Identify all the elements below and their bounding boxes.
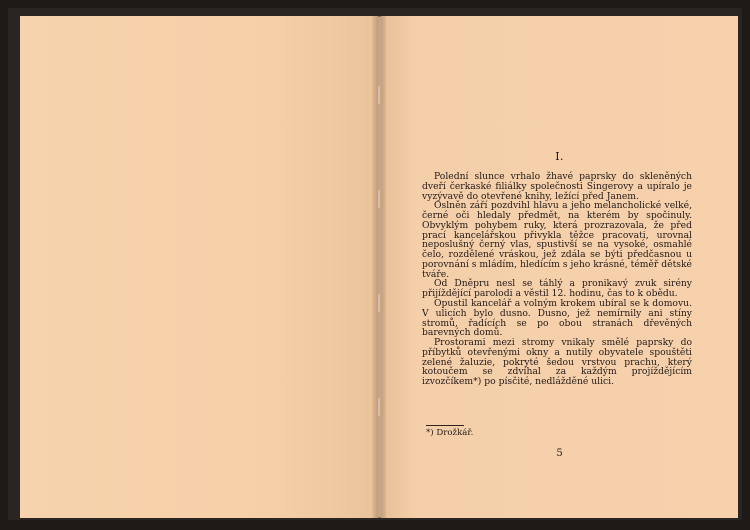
footnote-rule (426, 425, 464, 426)
paragraph-3: Od Dněpru nesl se táhlý a pronikavý zvuk sirény přijíždějící parolodi a věstil 12. hodinu, čas to k obědu. (422, 278, 692, 300)
paragraph-4: Opustil kancelář a volným krokem ubíral se k domovu. V ulicích bylo dusno. Dusno, jež nemírnily ani stíny stromů, řadících se po obou stranách dřevěných barevných domů. (422, 298, 692, 339)
left-page (20, 16, 378, 518)
binding-stitch (378, 86, 380, 104)
binding-stitch (378, 294, 380, 312)
chapter-number: I. (555, 150, 564, 163)
book-spread (20, 16, 738, 518)
binding-stitch (378, 190, 380, 208)
footnote-text: *) Drožkář. (426, 428, 474, 438)
binding-stitch (378, 398, 380, 416)
chapter-text (422, 172, 692, 387)
right-page (381, 16, 738, 518)
paragraph-5: Prostorami mezi stromy vnikaly smělé paprsky do příbytků otevřenými okny a nutily obyvatele spouštěti zelené žaluzie, pokryté šedou vrstvou prachu, který kotoučem se zdvíhal za každým projíždějícím izvozčíkem*) po písčité, nedlážděné ulici. (422, 337, 692, 388)
paragraph-2: Oslněn září pozdvihl hlavu a jeho melancholické velké, černé oči hledaly předmět, na kterém by spočinuly. Obvyklým pohybem ruky, která prozrazovala, že před prací kancelářskou přivykla těžce pracovati, urovnal neposlušný černý vlas, spustivší se na vysoké, osmahlé čelo, rozdělené vráskou, jež zdála se býti předčasnou u porovnání s mládím, hledícím s jeho krásné, téměř dětské tváře. (422, 200, 692, 280)
paragraph-1: Polední slunce vrhalo žhavé paprsky do skleněných dveří čerkaské filiálky společnosti Singerovy a upíralo je vyzývavě do otevřené knihy, ležící před Janem. (422, 171, 692, 202)
page-number: 5 (556, 448, 563, 459)
